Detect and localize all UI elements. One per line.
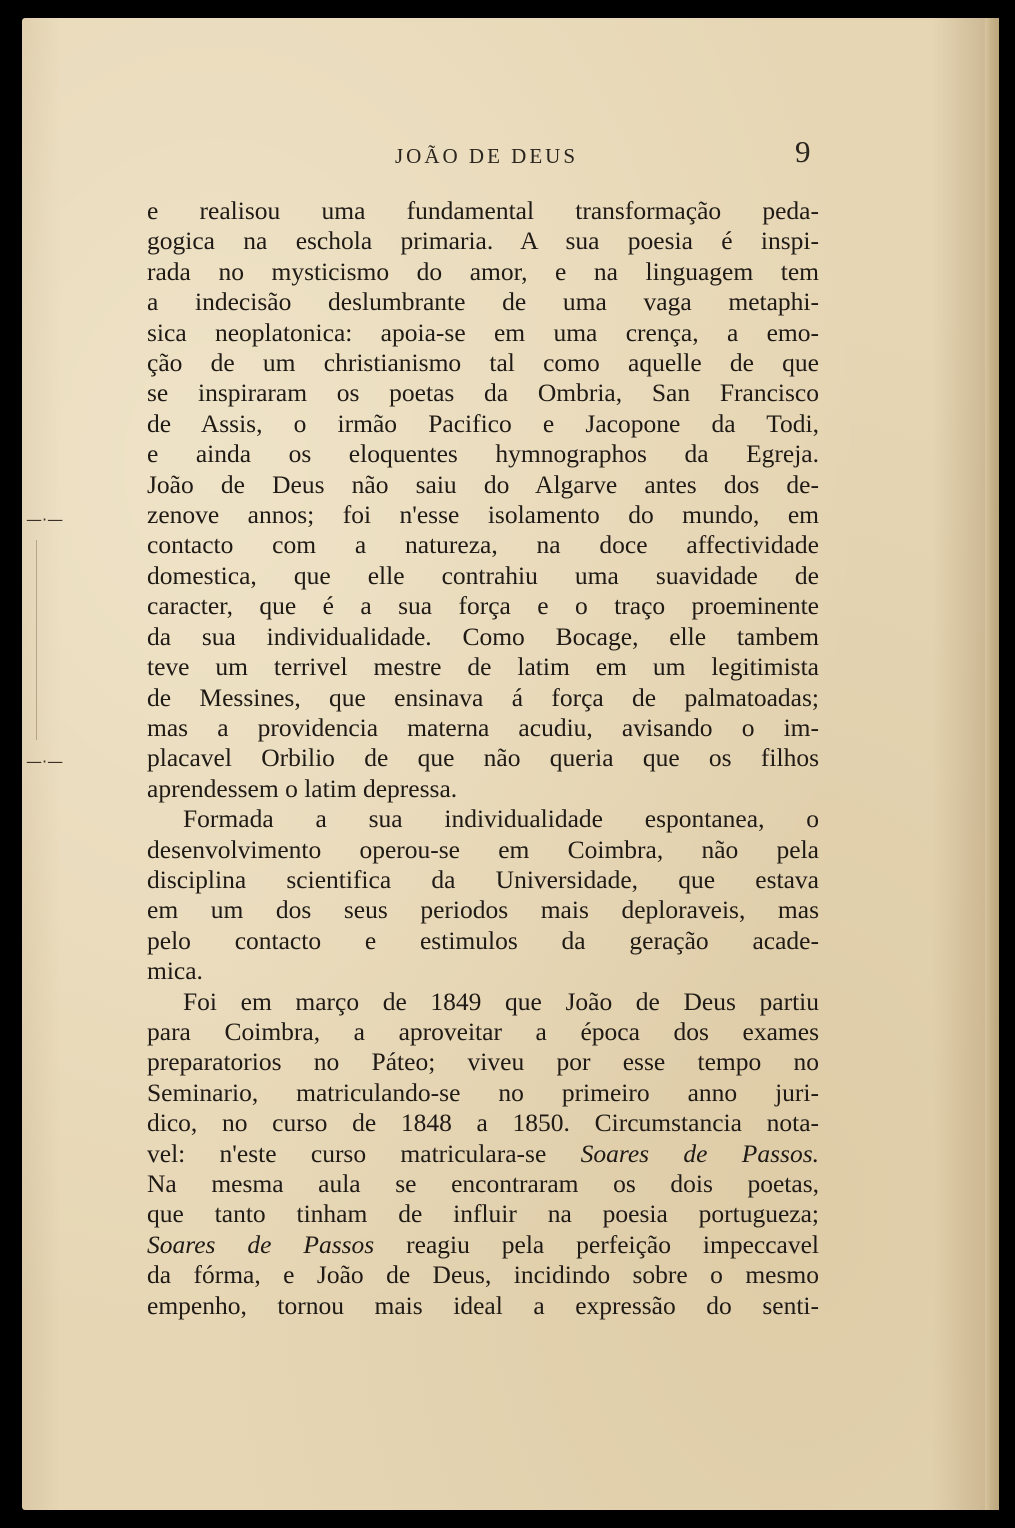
text-line: Seminario, matriculando-se no primeiro anno juri- (147, 1077, 819, 1107)
text-line: disciplina scientifica da Universidade, que estava (147, 864, 819, 894)
text-line: caracter, que é a sua força e o traço proeminente (147, 591, 819, 621)
text-line: João de Deus não saiu do Algarve antes dos de- (147, 469, 819, 499)
text-line: de Assis, o irmão Pacifico e Jacopone da Todi, (147, 408, 819, 438)
text-line: mica. (147, 956, 203, 986)
text-line: empenho, tornou mais ideal a expressão do senti- (147, 1290, 819, 1320)
italic-name: Soares de Passos. (580, 1138, 819, 1168)
text-line: se inspiraram os poetas da Ombria, San Francisco (147, 378, 819, 408)
text-line: da sua individualidade. Como Bocage, elle tambem (147, 621, 819, 651)
text-line: rada no mysticismo do amor, e na linguagem tem (147, 256, 819, 286)
text-line: mas a providencia materna acudiu, avisando o im- (147, 712, 819, 742)
text-line: que tanto tinham de influir na poesia portugueza; (147, 1199, 819, 1229)
text-line: contacto com a natureza, na doce affectividade (147, 530, 819, 560)
text-line: teve um terrivel mestre de latim em um legitimista (147, 652, 819, 682)
text-line: e ainda os eloquentes hymnographos da Egreja. (147, 439, 819, 469)
italic-name: Soares de Passos (147, 1229, 375, 1259)
text-line: gogica na eschola primaria. A sua poesia é inspi- (147, 226, 819, 256)
text-line: zenove annos; foi n'esse isolamento do mundo, em (147, 500, 819, 530)
text-line: e realisou uma fundamental transformação peda- (147, 196, 819, 225)
text-run: reagiu pela perfeição impeccavel (374, 1229, 819, 1259)
text-line: aprendessem o latim depressa. (147, 773, 458, 803)
text-line: ção de um christianismo tal como aquelle de que (147, 348, 819, 378)
text-line: pelo contacto e estimulos da geração acade- (147, 925, 819, 955)
body-text (147, 196, 819, 1321)
text-line: placavel Orbilio de que não queria que os filhos (147, 743, 819, 773)
page-number: 9 (795, 134, 811, 169)
text-line: sica neoplatonica: apoia-se em uma crença, a emo- (147, 317, 819, 347)
margin-mark-upper: —·— (26, 510, 64, 529)
text-line (147, 1230, 819, 1260)
text-line: preparatorios no Páteo; viveu por esse tempo no (147, 1047, 819, 1077)
text-line: de Messines, que ensinava á força de palmatoadas; (147, 682, 819, 712)
running-head: JOÃO DE DEUS (395, 144, 578, 168)
text-line: Formada a sua individualidade espontanea, o (183, 804, 819, 834)
margin-mark-lower: —·— (26, 752, 64, 771)
text-line: a indecisão deslumbrante de uma vaga metaphi- (147, 287, 819, 317)
text-line: Na mesma aula se encontraram os dois poetas, (147, 1169, 819, 1198)
page-header (0, 130, 1015, 170)
text-line: Foi em março de 1849 que João de Deus partiu (183, 986, 819, 1016)
text-line: domestica, que elle contrahiu uma suavidade de (147, 560, 819, 590)
text-line: em um dos seus periodos mais deploraveis, mas (147, 895, 819, 925)
margin-fold-line (36, 540, 37, 740)
text-line (147, 1139, 819, 1169)
text-run: vel: n'este curso matriculara-se (147, 1138, 581, 1168)
text-line: dico, no curso de 1848 a 1850. Circumstancia nota- (147, 1108, 819, 1138)
text-line: da fórma, e João de Deus, incidindo sobre o mesmo (147, 1260, 819, 1290)
page-stack-edge (985, 18, 999, 1510)
text-line: para Coimbra, a aproveitar a época dos exames (147, 1016, 819, 1046)
text-line: desenvolvimento operou-se em Coimbra, não pela (147, 834, 819, 864)
